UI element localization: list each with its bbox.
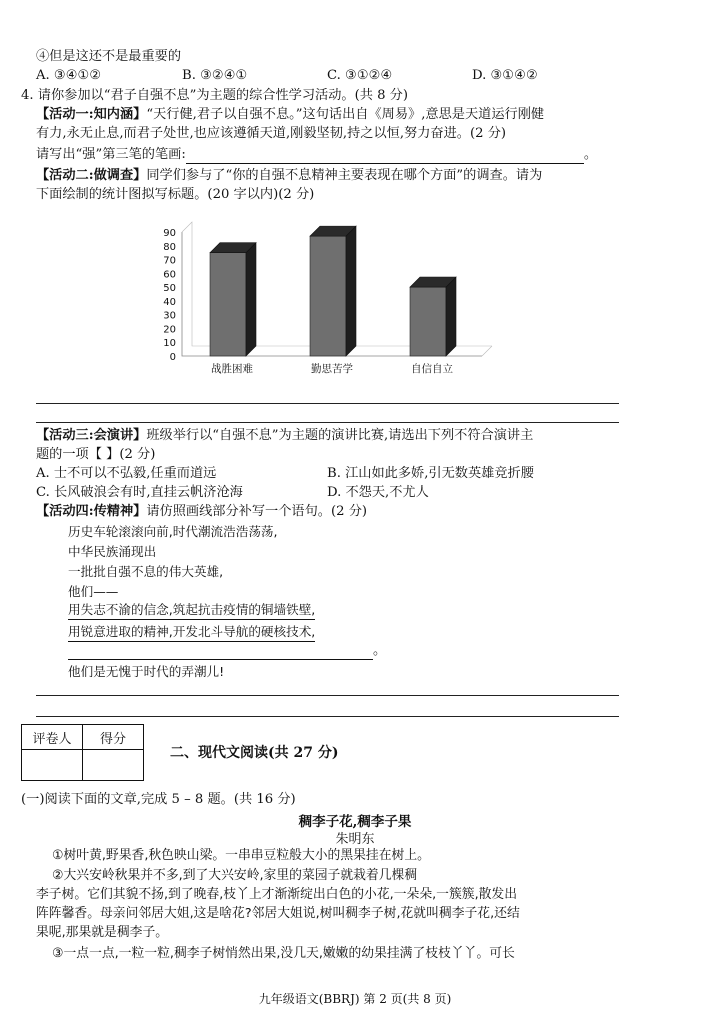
paragraph-2-line-1: ②大兴安岭秋果并不多,到了大兴安岭,家里的菜园子就栽着几棵稠	[52, 868, 418, 883]
y-tick-label: 90	[163, 228, 176, 239]
activity-1-text: “天行健,君子以自强不息。”这句话出自《周易》,意思是天道运行刚健	[146, 107, 545, 122]
activity-1-prompt: 请写出“强”第三笔的笔画:	[36, 147, 186, 162]
poem-line-6-underlined: 用锐意进取的精神,开发北斗导航的硬核技术,	[68, 623, 315, 642]
activity-3-option-c: C. 长风破浪会有时,直挂云帆济沧海	[36, 485, 243, 500]
y-tick-label: 50	[163, 283, 176, 295]
q4-stem: 4. 请你参加以“君子自强不息”为主题的综合性学习活动。(共 8 分)	[21, 88, 409, 103]
chart-title-answer-line-2[interactable]	[36, 422, 619, 423]
activity-1	[36, 106, 544, 124]
paragraph-2-line-3: 阵阵馨香。母亲问邻居大姐,这是啥花?邻居大姐说,树叫稠李子树,花就叫稠李子花,还结	[36, 906, 520, 921]
bar-front	[310, 236, 346, 356]
bar-side	[246, 243, 256, 356]
paragraph-3-line-1: ③一点一点,一粒一粒,稠李子树悄然出果,没几天,嫩嫩的幼果挂满了枝枝丫丫。可长	[52, 946, 515, 961]
activity-4-text: 请仿照画线部分补写一个语句。(2 分)	[146, 504, 368, 519]
activity-1-prompt-row	[36, 146, 597, 164]
poem-answer-row	[68, 642, 386, 660]
activity-2	[36, 167, 542, 185]
activity-4	[36, 503, 367, 521]
grader-cell[interactable]	[22, 750, 83, 781]
article-title: 稠李子花,稠李子果	[298, 814, 412, 830]
activity-2-text-2: 下面绘制的统计图拟写标题。(20 字以内)(2 分)	[36, 187, 315, 202]
poem-line-2: 中华民族涌现出	[68, 544, 157, 559]
x-category-label: 勤思苦学	[311, 363, 353, 375]
q3-option-d: D. ③①④②	[472, 68, 538, 83]
score-cell[interactable]	[83, 750, 144, 781]
q3-option-a: A. ③④①②	[36, 68, 102, 83]
activity-1-text-2: 有力,永无止息,而君子处世,也应该遵循天道,刚毅坚韧,持之以恒,努力奋进。(2 分)	[36, 126, 507, 141]
activity-1-end: 。	[583, 147, 597, 162]
paragraph-2-line-4: 果呢,那果就是稠李子。	[36, 925, 169, 940]
activity-2-text: 同学们参与了“你的自强不息精神主要表现在哪个方面”的调查。请为	[146, 168, 543, 183]
poem-line-1: 历史车轮滚滚向前,时代潮流浩浩荡荡,	[68, 524, 278, 539]
paragraph-1: ①树叶黄,野果香,秋色映山梁。一串串豆粒般大小的黑果挂在树上。	[52, 848, 430, 863]
y-tick-label: 20	[163, 324, 176, 336]
stroke-answer-blank[interactable]	[186, 149, 584, 164]
poem-line-4: 他们——	[68, 584, 119, 599]
y-tick-label: 70	[163, 255, 176, 267]
activity-2-label: 【活动二:做调查】	[36, 168, 147, 183]
activity-3-text-2: 题的一项【 】(2 分)	[36, 447, 156, 462]
poem-answer-line-1[interactable]	[36, 695, 619, 696]
activity-3-option-d: D. 不怨天,不尤人	[327, 485, 429, 500]
q3-option-c: C. ③①②④	[327, 68, 393, 83]
activity-3-text: 班级举行以“自强不息”为主题的演讲比赛,请选出下列不符合演讲主	[146, 428, 534, 443]
activity-3	[36, 427, 533, 445]
bar-side	[346, 226, 356, 356]
score-table	[21, 724, 144, 781]
y-tick-label: 0	[169, 352, 176, 363]
y-tick-label: 30	[163, 310, 176, 322]
activity-3-option-a: A. 士不可以不弘毅,任重而道远	[36, 466, 217, 481]
bar-front	[410, 287, 446, 356]
y-tick-label: 40	[163, 296, 176, 308]
y-tick-label: 10	[163, 338, 176, 350]
survey-bar-chart	[150, 208, 500, 388]
activity-1-label: 【活动一:知内涵】	[36, 107, 147, 122]
q3-item-4: ④但是这还不是最重要的	[36, 49, 182, 64]
x-category-label: 自信自立	[411, 363, 453, 375]
bar-front	[210, 253, 246, 356]
poem-last-line: 他们是无愧于时代的弄潮儿!	[68, 664, 225, 679]
section-2-title: 二、现代文阅读(共 27 分)	[170, 745, 339, 761]
x-category-label: 战胜困难	[211, 363, 253, 375]
poem-answer-line-2[interactable]	[36, 716, 619, 717]
activity-3-label: 【活动三:会演讲】	[36, 428, 147, 443]
poem-line-5-underlined: 用失志不渝的信念,筑起抗击疫情的铜墙铁壁,	[68, 601, 315, 620]
activity-3-option-b: B. 江山如此多娇,引无数英雄竞折腰	[327, 466, 534, 481]
y-tick-label: 80	[163, 241, 176, 253]
chart-floor-edge	[482, 346, 492, 356]
article-author: 朱明东	[335, 832, 375, 847]
reading-intro: (一)阅读下面的文章,完成 5 – 8 题。(共 16 分)	[21, 792, 296, 807]
y-tick-label: 60	[163, 269, 176, 281]
score-header: 得分	[83, 725, 144, 750]
chart-title-answer-line-1[interactable]	[36, 403, 619, 404]
paragraph-2-line-2: 李子树。它们其貌不扬,到了晚春,枝丫上才渐渐绽出白色的小花,一朵朵,一簇簇,散发出	[36, 887, 518, 902]
poem-answer-blank[interactable]	[68, 645, 373, 660]
poem-line-3: 一批批自强不息的伟大英雄,	[68, 564, 224, 579]
q3-option-b: B. ③②④①	[182, 68, 248, 83]
grader-header: 评卷人	[22, 725, 83, 750]
poem-end-mark: 。	[373, 643, 387, 658]
page-footer: 九年级语文(BBRJ) 第 2 页(共 8 页)	[258, 992, 452, 1006]
activity-4-label: 【活动四:传精神】	[36, 504, 147, 519]
bar-side	[446, 277, 456, 356]
